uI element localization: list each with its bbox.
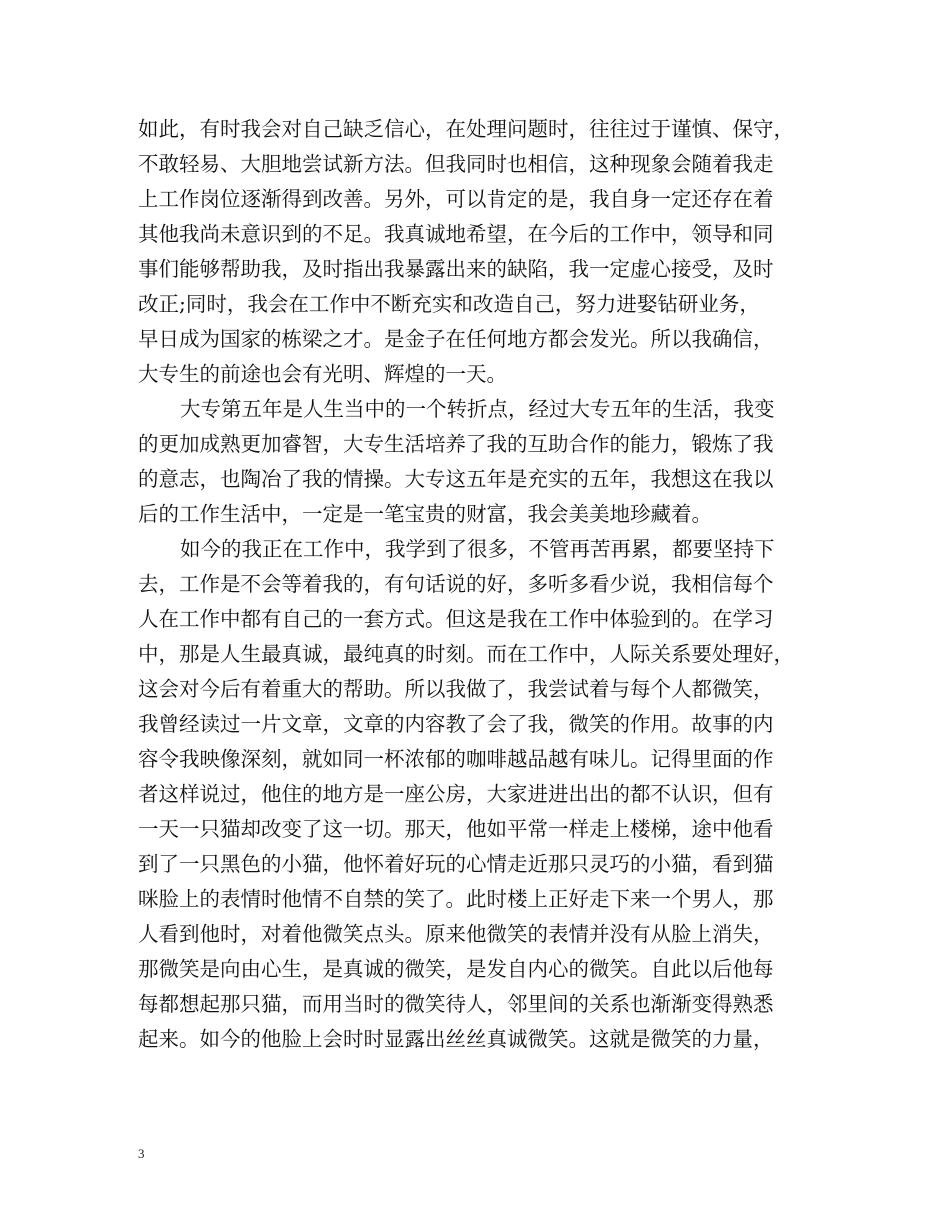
paragraph-first-line: 大专第五年是人生当中的一个转折点，经过大专五年的生活，我变 xyxy=(180,397,775,421)
text-line: 每都想起那只猫，而用当时的微笑待人，邻里间的关系也渐渐变得熟悉 xyxy=(138,992,774,1016)
text-line: 到了一只黑色的小猫，他怀着好玩的心情走近那只灵巧的小猫，看到猫 xyxy=(138,852,774,876)
text-line: 人看到他时，对着他微笑点头。原来他微笑的表情并没有从脸上消失， xyxy=(138,922,774,946)
body-text xyxy=(138,112,828,1057)
text-line: 我曾经读过一片文章，文章的内容教了会了我，微笑的作用。故事的内 xyxy=(138,712,774,736)
text-line: 如此，有时我会对自己缺乏信心，在处理问题时，往往过于谨慎、保守， xyxy=(138,117,794,141)
text-line: 者这样说过，他住的地方是一座公房，大家进进出出的都不认识，但有 xyxy=(138,782,774,806)
text-line: 大专生的前途也会有光明、辉煌的一天。 xyxy=(138,362,507,386)
text-line: 中，那是人生最真诚，最纯真的时刻。而在工作中，人际关系要处理好， xyxy=(138,642,794,666)
text-line: 上工作岗位逐渐得到改善。另外，可以肯定的是，我自身一定还存在着 xyxy=(138,187,774,211)
text-line: 改正;同时，我会在工作中不断充实和改造自己，努力进娶钻研业务， xyxy=(138,292,760,316)
text-line: 去，工作是不会等着我的，有句话说的好，多听多看少说，我相信每个 xyxy=(138,572,774,596)
text-line: 咪脸上的表情时他情不自禁的笑了。此时楼上正好走下来一个男人，那 xyxy=(138,887,774,911)
text-line: 事们能够帮助我，及时指出我暴露出来的缺陷，我一定虚心接受，及时 xyxy=(138,257,774,281)
text-line: 起来。如今的他脸上会时时显露出丝丝真诚微笑。这就是微笑的力量， xyxy=(138,1027,774,1051)
page-number: 3 xyxy=(138,1146,145,1161)
text-line: 的更加成熟更加睿智，大专生活培养了我的互助合作的能力，锻炼了我 xyxy=(138,432,774,456)
paragraph-first-line: 如今的我正在工作中，我学到了很多，不管再苦再累，都要坚持下 xyxy=(180,537,775,561)
text-line: 那微笑是向由心生，是真诚的微笑，是发自内心的微笑。自此以后他每 xyxy=(138,957,774,981)
text-line: 这会对今后有着重大的帮助。所以我做了，我尝试着与每个人都微笑， xyxy=(138,677,774,701)
text-line: 的意志，也陶冶了我的情操。大专这五年是充实的五年，我想这在我以 xyxy=(138,467,774,491)
text-line: 人在工作中都有自己的一套方式。但这是我在工作中体验到的。在学习 xyxy=(138,607,774,631)
text-line: 其他我尚未意识到的不足。我真诚地希望，在今后的工作中，领导和同 xyxy=(138,222,774,246)
text-line: 容令我映像深刻，就如同一杯浓郁的咖啡越品越有味儿。记得里面的作 xyxy=(138,747,774,771)
text-line: 后的工作生活中，一定是一笔宝贵的财富，我会美美地珍藏着。 xyxy=(138,502,712,526)
text-line: 不敢轻易、大胆地尝试新方法。但我同时也相信，这种现象会随着我走 xyxy=(138,152,774,176)
text-line: 一天一只猫却改变了这一切。那天，他如平常一样走上楼梯，途中他看 xyxy=(138,817,774,841)
text-line: 早日成为国家的栋梁之才。是金子在任何地方都会发光。所以我确信， xyxy=(138,327,774,351)
